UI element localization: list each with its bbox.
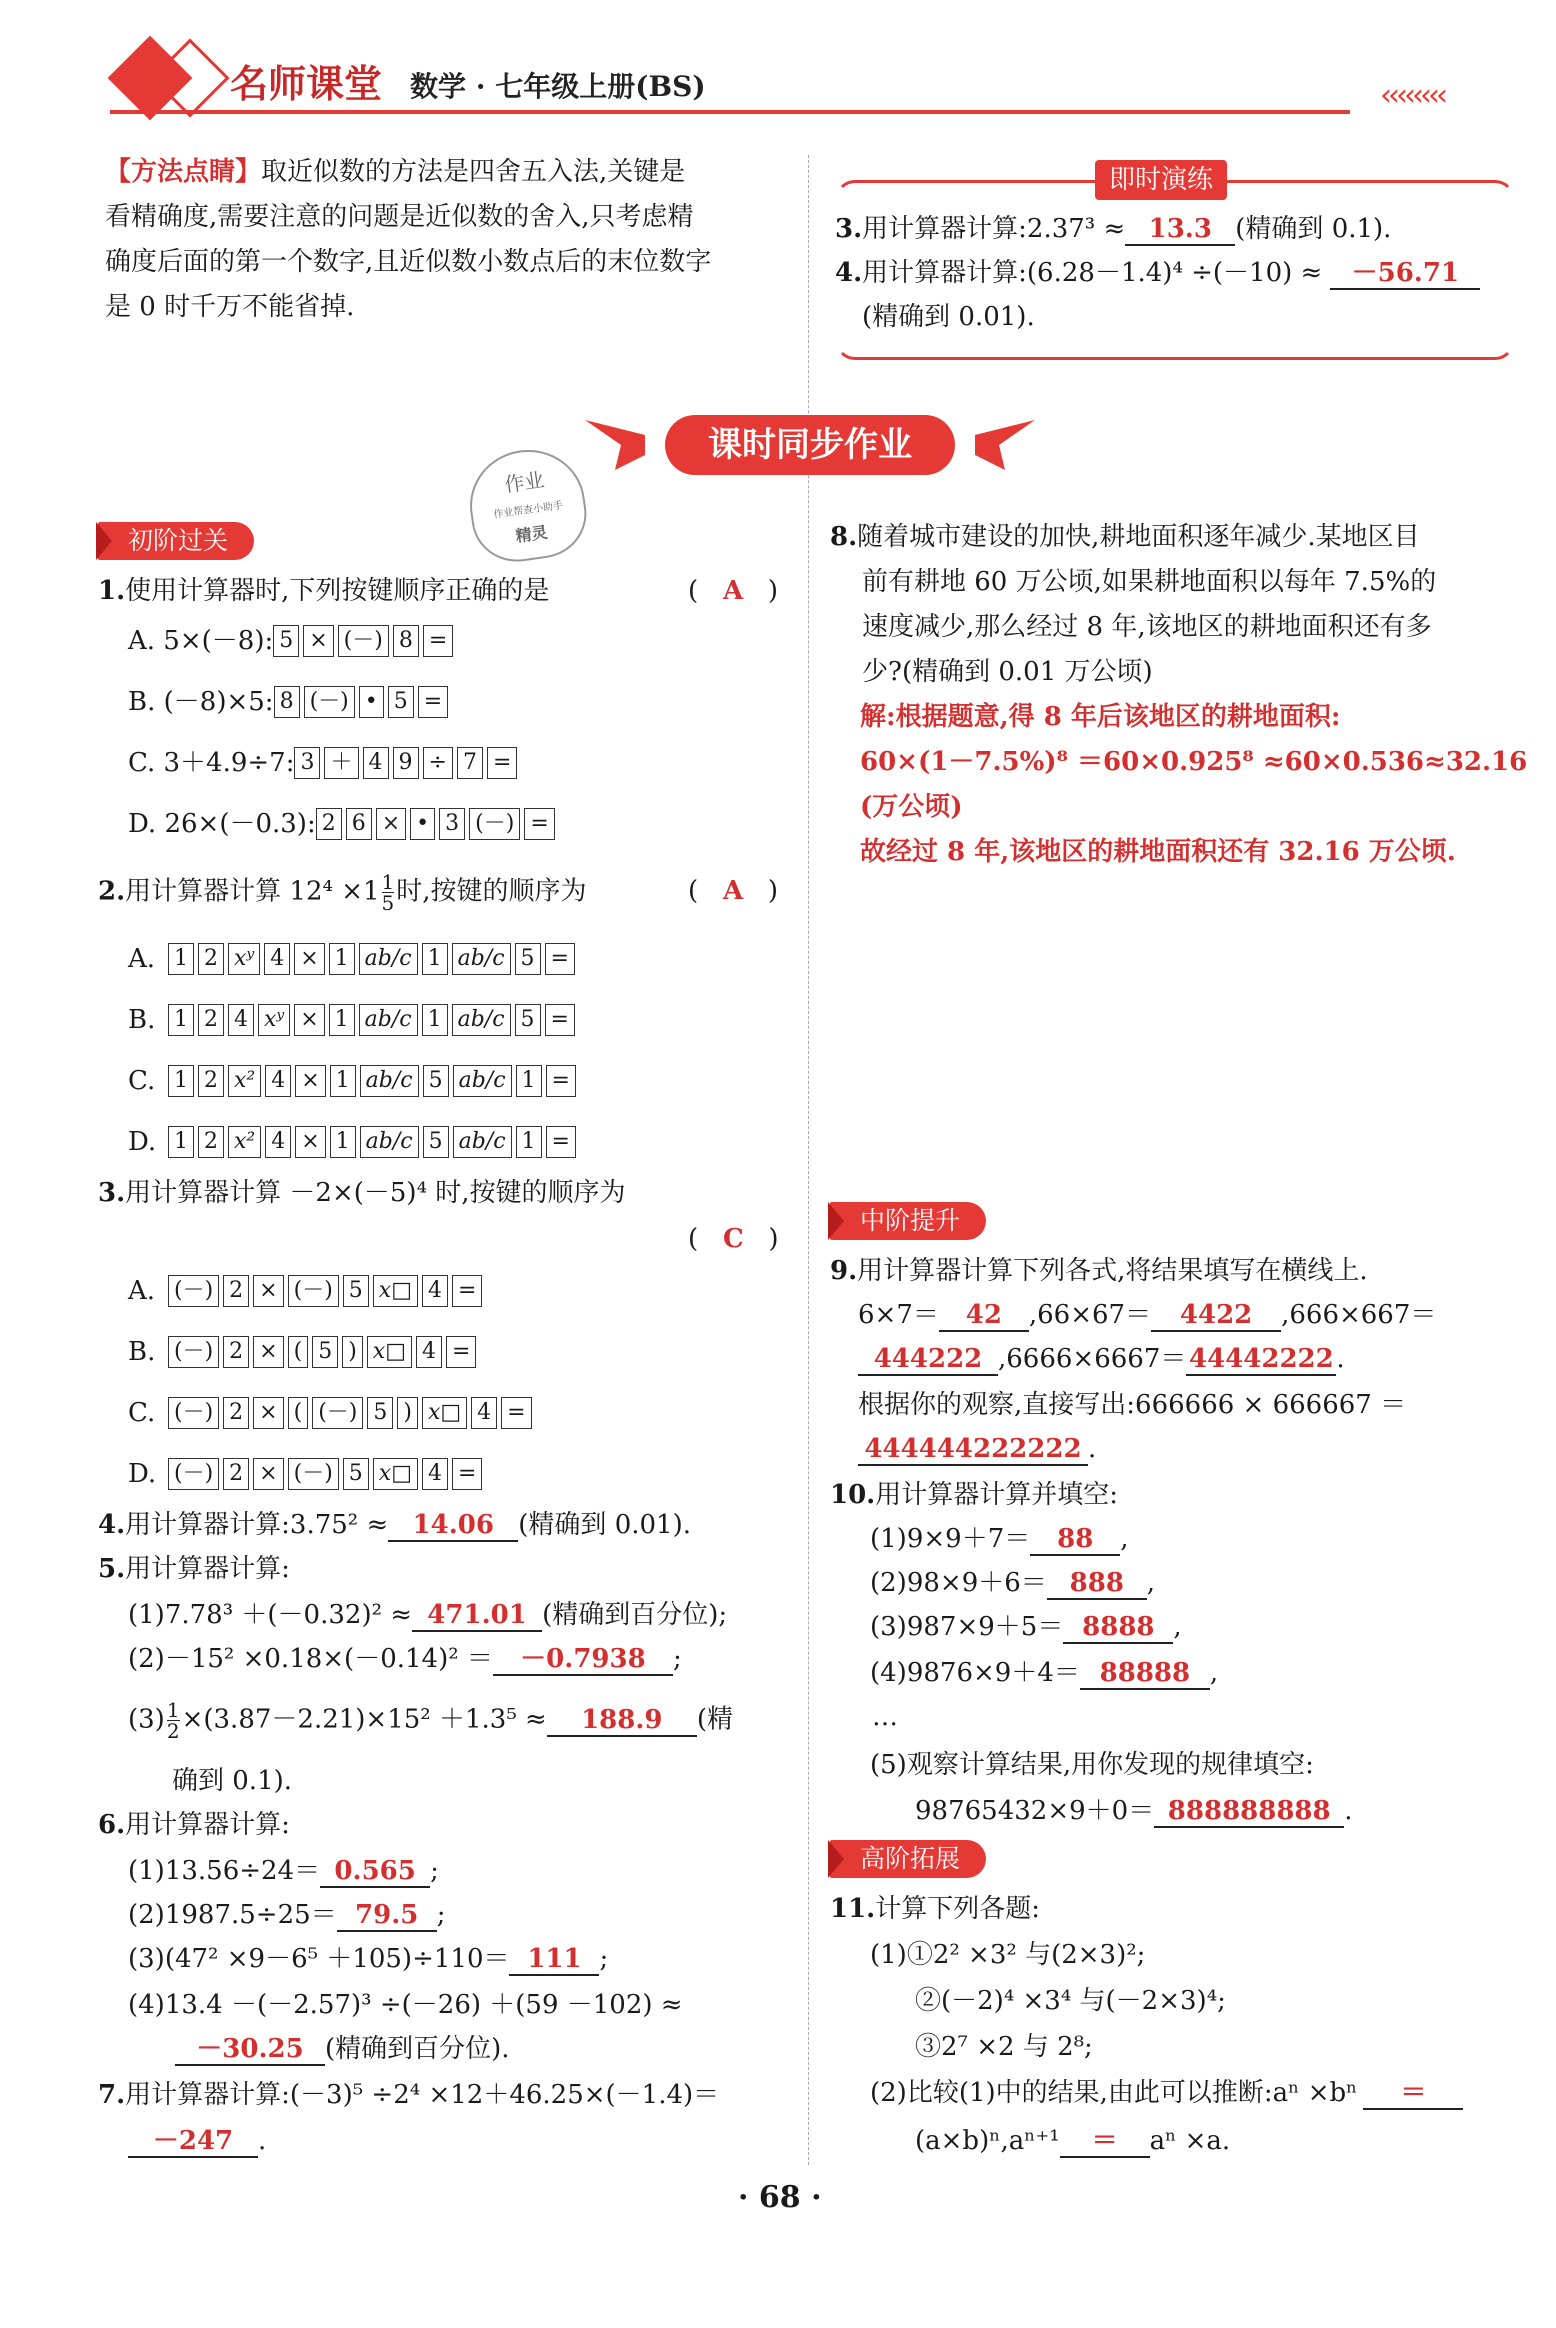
banner-right-icon — [975, 420, 1035, 470]
calculator-key: 1 — [516, 1065, 542, 1097]
calculator-key: 1 — [168, 1126, 194, 1158]
q1: 1.使用计算器时,下列按键顺序正确的是 — [98, 576, 550, 606]
option-label: D. 26×(－0.3): — [128, 809, 316, 839]
calculator-key: x² — [228, 1126, 261, 1158]
calculator-key: × — [294, 1004, 324, 1036]
calculator-key: ) — [397, 1397, 418, 1429]
option-label: B. — [128, 1005, 156, 1035]
calculator-key: 5 — [367, 1397, 393, 1429]
practice-title: 即时演练 — [1095, 160, 1227, 200]
q10: 10.用计算器计算并填空: — [830, 1480, 1118, 1510]
practice-q4-answer: －56.71 — [1330, 258, 1480, 290]
calculator-key: 4 — [264, 943, 290, 975]
calculator-key: (－) — [338, 625, 389, 657]
calculator-key: 5 — [343, 1458, 369, 1490]
method-line-1: 【方法点睛】取近似数的方法是四舍五入法,关键是 — [105, 157, 686, 187]
calculator-key: = — [501, 1397, 531, 1429]
calculator-key: 1 — [422, 1004, 448, 1036]
calculator-key: 9 — [393, 747, 419, 779]
q4: 4.用计算器计算:3.75² ≈ 14.06 (精确到 0.01). — [98, 1510, 691, 1540]
calculator-key: ) — [342, 1336, 363, 1368]
calculator-key: × — [303, 625, 333, 657]
option-label: D. — [128, 1127, 157, 1157]
calculator-key: 4 — [471, 1397, 497, 1429]
calculator-key: 2 — [223, 1458, 249, 1490]
q11: 11.计算下列各题: — [830, 1894, 1040, 1924]
calculator-key: 3 — [294, 747, 320, 779]
q3: 3.用计算器计算 －2×(－5)⁴ 时,按键的顺序为 — [98, 1178, 626, 1208]
calculator-key: 5 — [388, 686, 414, 718]
q1-option-3 — [128, 805, 559, 842]
method-line-4: 是 0 时千万不能省掉. — [105, 292, 355, 322]
q6-part2: (2)1987.5÷25＝ 79.5 ; — [128, 1900, 446, 1930]
q6-part4-answer: －30.25 (精确到百分位). — [175, 2032, 510, 2066]
calculator-key: 6 — [346, 808, 372, 840]
calculator-key: × — [253, 1336, 283, 1368]
calculator-key: = — [487, 747, 517, 779]
calculator-key: = — [418, 686, 448, 718]
calculator-key: ab/c — [453, 1126, 512, 1158]
calculator-key: x□ — [373, 1458, 418, 1490]
option-label: C. — [128, 1066, 156, 1096]
q10-part1: (1)9×9＋7＝ 88 , — [870, 1524, 1129, 1554]
q10-part3: (3)987×9＋5＝ 8888 , — [870, 1612, 1182, 1642]
option-label: A. — [128, 944, 156, 974]
calculator-key: (－) — [168, 1397, 219, 1429]
q9-row-3: 根据你的观察,直接写出:666666 × 666667 ＝ — [858, 1390, 1407, 1420]
calculator-key: 2 — [223, 1397, 249, 1429]
calculator-key: (－) — [168, 1336, 219, 1368]
calculator-key: 1 — [330, 1126, 356, 1158]
calculator-key: (－) — [312, 1397, 363, 1429]
banner-left-icon — [585, 420, 645, 470]
calculator-key: 5 — [312, 1336, 338, 1368]
practice-q4: 4.用计算器计算:(6.28－1.4)⁴ ÷(－10) ≈ －56.71 — [835, 256, 1480, 290]
q11-line-2: ②(－2)⁴ ×3⁴ 与(－2×3)⁴; — [915, 1986, 1226, 2016]
calculator-key: 1 — [168, 943, 194, 975]
calculator-key: × — [253, 1458, 283, 1490]
header-subject: 数学 · 七年级上册(BS) — [410, 70, 706, 103]
method-line-3: 确度后面的第一个数字,且近似数小数点后的末位数字 — [105, 247, 712, 277]
calculator-key: = — [452, 1275, 482, 1307]
q6: 6.用计算器计算: — [98, 1810, 290, 1840]
q11-line-4: (2)比较(1)中的结果,由此可以推断:aⁿ ×bⁿ ＝ — [870, 2076, 1463, 2110]
calculator-key: = — [546, 1126, 576, 1158]
calculator-key: 1 — [168, 1004, 194, 1036]
section-high: 高阶拓展 — [830, 1840, 986, 1878]
calculator-key: 8 — [393, 625, 419, 657]
calculator-key: 5 — [515, 943, 541, 975]
calculator-key: ( — [288, 1397, 309, 1429]
calculator-key: (－) — [168, 1275, 219, 1307]
calculator-key: (－) — [168, 1458, 219, 1490]
option-label: B. — [128, 1337, 156, 1367]
section-basic: 初阶过关 — [98, 522, 254, 560]
calculator-key: = — [423, 625, 453, 657]
option-label: A. — [128, 1276, 156, 1306]
q2-answer: ( A ) — [688, 876, 779, 906]
calculator-key: 4 — [265, 1065, 291, 1097]
q10-part2: (2)98×9＋6＝ 888 , — [870, 1568, 1156, 1598]
calculator-key: 2 — [198, 1126, 224, 1158]
option-label: C. 3＋4.9÷7: — [128, 748, 295, 778]
option-label: D. — [128, 1459, 157, 1489]
calculator-key: × — [253, 1397, 283, 1429]
calculator-key: 1 — [329, 1004, 355, 1036]
method-label: 【方法点睛】 — [105, 157, 262, 187]
q11-line-5: (a×b)ⁿ,aⁿ⁺¹ ＝ aⁿ ×a. — [915, 2126, 1231, 2156]
banner-title: 课时同步作业 — [665, 415, 955, 475]
calculator-key: ( — [288, 1336, 309, 1368]
calculator-key: 2 — [198, 1004, 224, 1036]
calculator-key: = — [446, 1336, 476, 1368]
calculator-key: 5 — [423, 1065, 449, 1097]
calculator-key: x□ — [422, 1397, 467, 1429]
calculator-key: = — [545, 943, 575, 975]
q8-solution-4: 故经过 8 年,该地区的耕地面积还有 32.16 万公顷. — [860, 837, 1456, 867]
calculator-key: ab/c — [359, 943, 418, 975]
calculator-key: ab/c — [452, 1004, 511, 1036]
q11-line-3: ③2⁷ ×2 与 2⁸; — [915, 2032, 1093, 2062]
calculator-key: 2 — [223, 1275, 249, 1307]
q2-option-0 — [128, 940, 579, 977]
calculator-key: (－) — [288, 1275, 339, 1307]
calculator-key: ab/c — [452, 943, 511, 975]
calculator-key: 1 — [422, 943, 448, 975]
q5-part3-tail: 确到 0.1). — [172, 1766, 293, 1796]
calculator-key: • — [359, 686, 384, 718]
q1-option-0 — [128, 622, 457, 659]
q2: 2.用计算器计算 12⁴ ×1 $\frac{1}{5}$ 时,按键的顺序为 — [98, 870, 587, 915]
calculator-key: ÷ — [423, 747, 453, 779]
q8-line-3: 速度减少,那么经过 8 年,该地区的耕地面积还有多 — [862, 612, 1432, 642]
q2-option-1 — [128, 1001, 579, 1038]
calculator-key: = — [524, 808, 554, 840]
q3-option-3 — [128, 1455, 486, 1492]
calculator-key: × — [295, 1126, 325, 1158]
q9: 9.用计算器计算下列各式,将结果填写在横线上. — [830, 1256, 1368, 1286]
q10-part5: (5)观察计算结果,用你发现的规律填空: — [870, 1750, 1314, 1780]
q3-answer: ( C ) — [688, 1224, 779, 1254]
q7: 7.用计算器计算:(－3)⁵ ÷2⁴ ×12＋46.25×(－1.4)＝ — [98, 2080, 720, 2110]
q8-solution-1: 解:根据题意,得 8 年后该地区的耕地面积: — [860, 702, 1341, 732]
calculator-key: 2 — [223, 1336, 249, 1368]
q2-fraction: $\frac{1}{5}$ — [381, 870, 395, 915]
header-brand: 名师课堂 — [230, 62, 383, 106]
calculator-key: 4 — [422, 1275, 448, 1307]
calculator-key: 3 — [439, 808, 465, 840]
q5: 5.用计算器计算: — [98, 1554, 290, 1584]
calculator-key: ab/c — [360, 1065, 419, 1097]
calculator-key: 5 — [343, 1275, 369, 1307]
calculator-key: x□ — [373, 1275, 418, 1307]
calculator-key: 1 — [330, 1065, 356, 1097]
q2-option-2 — [128, 1062, 580, 1099]
q3-option-0 — [128, 1272, 486, 1309]
section-mid: 中阶提升 — [830, 1202, 986, 1240]
stamp: 作业 作业帮查小助手 精灵 — [463, 443, 592, 568]
q8-solution-3: (万公顷) — [860, 792, 963, 822]
q6-part4: (4)13.4 －(－2.57)³ ÷(－26) ＋(59 －102) ≈ — [128, 1990, 683, 2020]
q10-dots: … — [872, 1702, 898, 1732]
q10-part5-eq: 98765432×9＋0＝ 888888888 . — [915, 1796, 1353, 1826]
calculator-key: 2 — [316, 808, 342, 840]
q11-line-1: (1)①2² ×3² 与(2×3)²; — [870, 1940, 1146, 1970]
q1-answer: ( A ) — [688, 576, 779, 606]
option-label: B. (－8)×5: — [128, 687, 274, 717]
q9-row-2: 444222 ,6666×6667＝ 44442222 . — [858, 1342, 1345, 1376]
q3-option-1 — [128, 1333, 480, 1370]
calculator-key: xʸ — [228, 943, 260, 975]
q8-solution-2: 60×(1－7.5%)⁸ ＝60×0.925⁸ ≈60×0.536≈32.16 — [860, 747, 1528, 777]
practice-q4-tail: (精确到 0.01). — [862, 302, 1035, 332]
q1-option-2 — [128, 744, 521, 781]
q8-line-4: 少?(精确到 0.01 万公顷) — [862, 657, 1153, 687]
option-label: C. — [128, 1398, 156, 1428]
page-number: · 68 · — [738, 2180, 822, 2215]
header — [110, 40, 1520, 120]
calculator-key: × — [376, 808, 406, 840]
calculator-key: 4 — [416, 1336, 442, 1368]
calculator-key: ab/c — [360, 1126, 419, 1158]
calculator-key: xʸ — [258, 1004, 290, 1036]
calculator-key: 5 — [515, 1004, 541, 1036]
q6-part3: (3)(47² ×9－6⁵ ＋105)÷110＝ 111 ; — [128, 1944, 609, 1974]
q8-line-2: 前有耕地 60 万公顷,如果耕地面积以每年 7.5%的 — [862, 567, 1437, 597]
header-rule — [110, 110, 1350, 114]
q5-part1: (1)7.78³ ＋(－0.32)² ≈ 471.01 (精确到百分位); — [128, 1600, 728, 1630]
q2-option-3 — [128, 1123, 580, 1160]
calculator-key: 2 — [198, 1065, 224, 1097]
calculator-key: 4 — [265, 1126, 291, 1158]
practice-q3: 3.用计算器计算:2.37³ ≈ 13.3 (精确到 0.1). — [835, 214, 1392, 244]
calculator-key: 5 — [423, 1126, 449, 1158]
q8-line-1: 8.随着城市建设的加快,耕地面积逐年减少.某地区目 — [830, 522, 1420, 552]
q7-answer: －247 . — [128, 2124, 266, 2158]
method-line-2: 看精确度,需要注意的问题是近似数的舍入,只考虑精 — [105, 202, 694, 232]
q5-part2: (2)－15² ×0.18×(－0.14)² ＝ －0.7938 ; — [128, 1644, 682, 1674]
header-chevrons-icon: ‹‹‹‹‹‹‹‹ — [1380, 78, 1444, 113]
calculator-key: = — [546, 1065, 576, 1097]
calculator-key: 4 — [228, 1004, 254, 1036]
practice-q3-answer: 13.3 — [1125, 214, 1235, 246]
calculator-key: 1 — [329, 943, 355, 975]
calculator-key: 5 — [273, 625, 299, 657]
calculator-key: 7 — [457, 747, 483, 779]
calculator-key: × — [295, 1065, 325, 1097]
option-label: A. 5×(－8): — [128, 626, 274, 656]
calculator-key: × — [253, 1275, 283, 1307]
calculator-key: ab/c — [359, 1004, 418, 1036]
calculator-key: 8 — [274, 686, 300, 718]
q5-part3: (3) $\frac{1}{2}$ ×(3.87－2.21)×15² ＋1.3⁵ ≈ 188.9 (精 — [128, 1698, 733, 1743]
calculator-key: 1 — [516, 1126, 542, 1158]
calculator-key: (－) — [304, 686, 355, 718]
q6-part1: (1)13.56÷24＝ 0.565 ; — [128, 1856, 439, 1886]
q3-option-2 — [128, 1394, 536, 1431]
calculator-key: (－) — [469, 808, 520, 840]
calculator-key: x² — [228, 1065, 261, 1097]
calculator-key: = — [452, 1458, 482, 1490]
calculator-key: 4 — [363, 747, 389, 779]
calculator-key: (－) — [288, 1458, 339, 1490]
calculator-key: 4 — [422, 1458, 448, 1490]
calculator-key: × — [294, 943, 324, 975]
calculator-key: 1 — [168, 1065, 194, 1097]
calculator-key: x□ — [367, 1336, 412, 1368]
calculator-key: 2 — [198, 943, 224, 975]
calculator-key: ab/c — [453, 1065, 512, 1097]
calculator-key: • — [410, 808, 435, 840]
calculator-key: = — [545, 1004, 575, 1036]
q9-row-4: 444444222222 . — [858, 1432, 1096, 1466]
q9-row-1: 6×7＝ 42 ,66×67＝ 4422 ,666×667＝ — [858, 1300, 1437, 1330]
q10-part4: (4)9876×9＋4＝ 88888 , — [870, 1658, 1219, 1688]
calculator-key: ＋ — [324, 747, 358, 779]
q1-option-1 — [128, 683, 452, 720]
